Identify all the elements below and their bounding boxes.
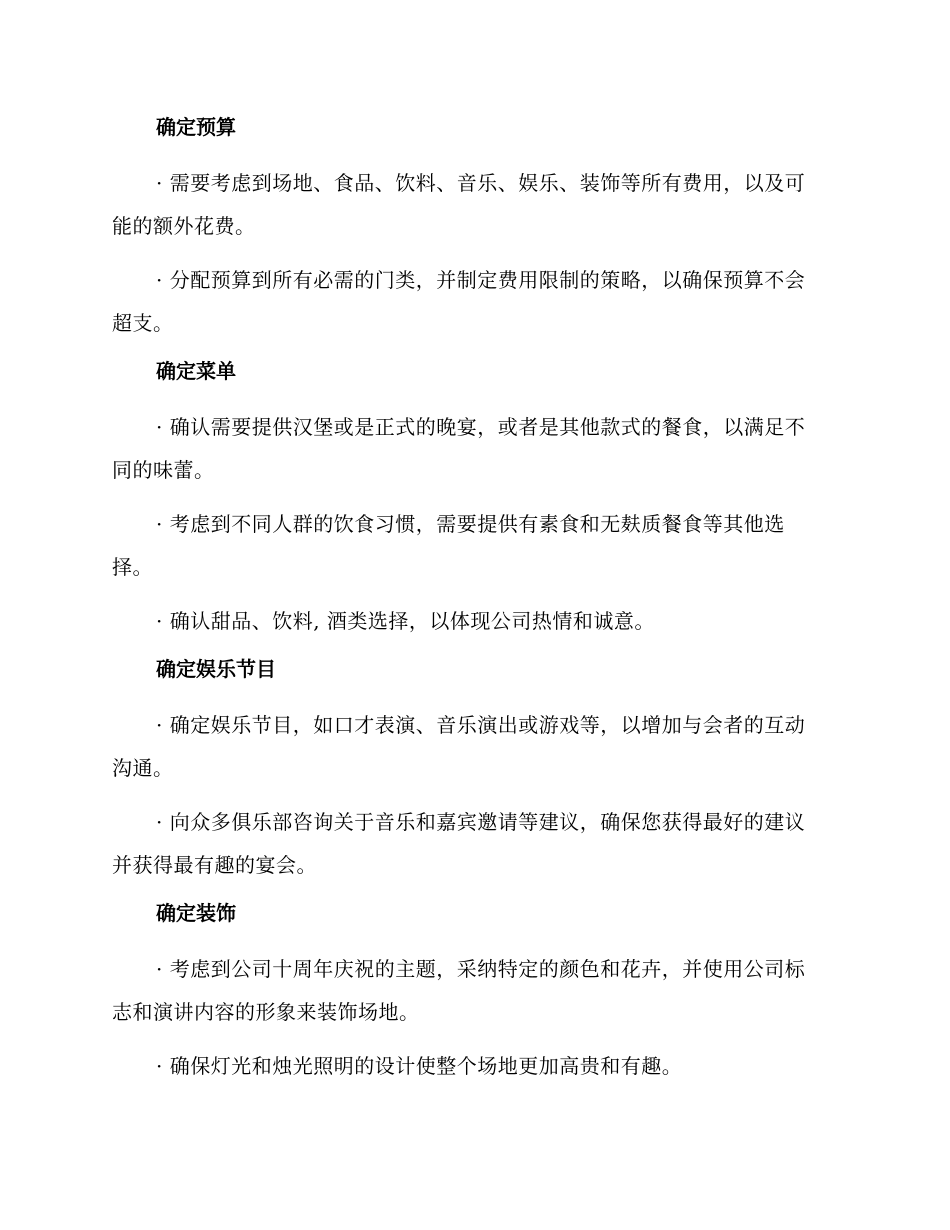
bullet-paragraph: · 确认需要提供汉堡或是正式的晚宴，或者是其他款式的餐食，以满足不同的味蕾。 <box>112 415 806 482</box>
section-budget <box>112 112 822 345</box>
section-heading: 确定预算 <box>156 115 236 139</box>
section-menu <box>112 356 822 643</box>
section-heading: 确定菜单 <box>156 359 236 383</box>
bullet-paragraph: · 确保灯光和烛光照明的设计使整个场地更加高贵和有趣。 <box>156 1054 683 1078</box>
bullet-paragraph: · 需要考虑到场地、食品、饮料、音乐、娱乐、装饰等所有费用，以及可能的额外花费。 <box>112 171 806 238</box>
section-heading: 确定娱乐节目 <box>156 657 276 681</box>
bullet-paragraph: · 分配预算到所有必需的门类，并制定费用限制的策略，以确保预算不会超支。 <box>112 268 806 335</box>
bullet-paragraph: · 考虑到不同人群的饮食习惯，需要提供有素食和无麸质餐食等其他选择。 <box>112 512 785 579</box>
bullet-paragraph: · 确定娱乐节目，如口才表演、音乐演出或游戏等，以增加与会者的互动沟通。 <box>112 713 806 780</box>
bullet-paragraph: · 确认甜品、饮料, 酒类选择，以体现公司热情和诚意。 <box>156 609 655 633</box>
bullet-paragraph: · 向众多俱乐部咨询关于音乐和嘉宾邀请等建议，确保您获得最好的建议并获得最有趣的宴会。 <box>112 810 806 877</box>
document-body <box>112 112 822 1099</box>
section-heading: 确定装饰 <box>156 901 236 925</box>
section-decoration <box>112 898 822 1088</box>
section-entertainment <box>112 654 822 887</box>
bullet-paragraph: · 考虑到公司十周年庆祝的主题，采纳特定的颜色和花卉，并使用公司标志和演讲内容的形象来装饰场地。 <box>112 957 806 1024</box>
